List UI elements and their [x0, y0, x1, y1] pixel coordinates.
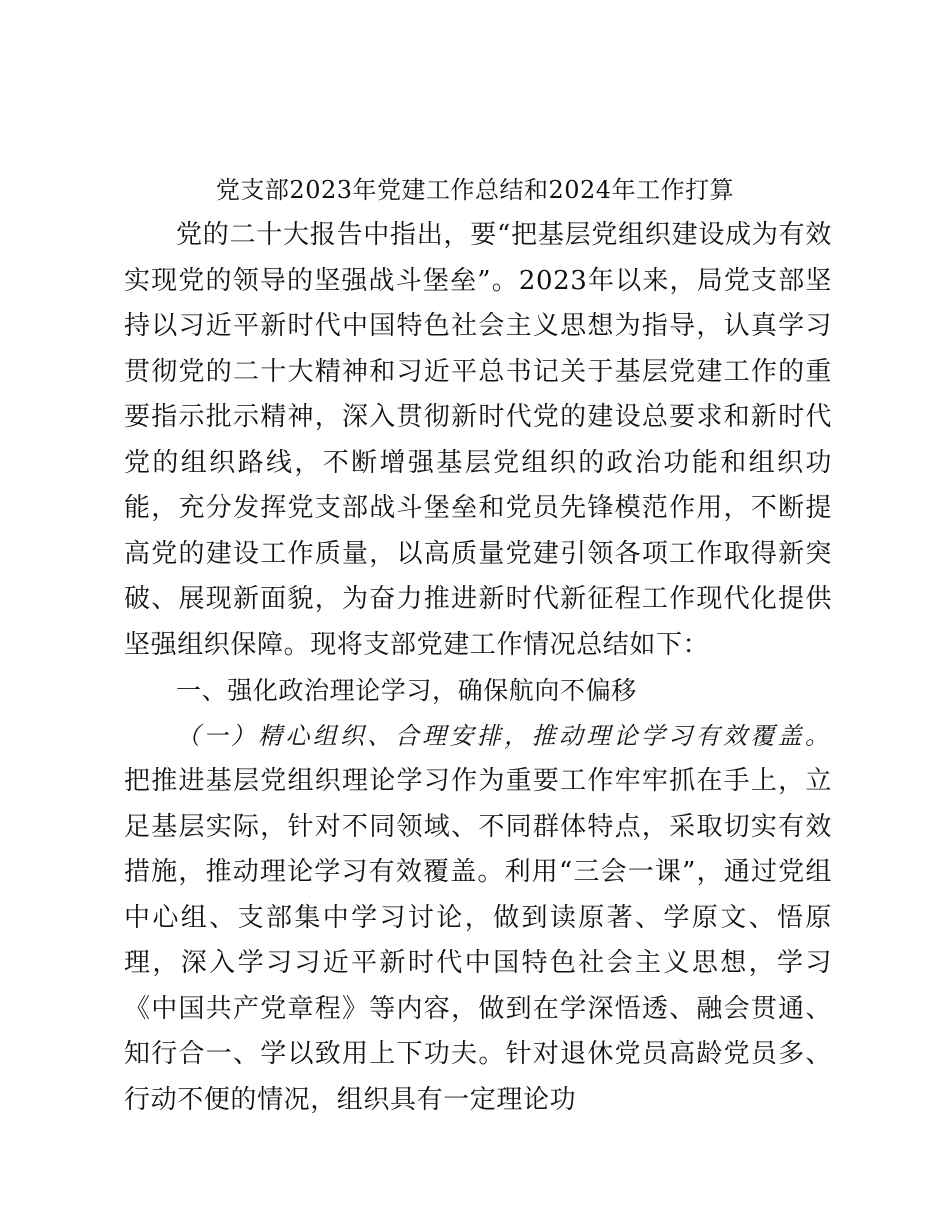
document-title: 党支部2023年党建工作总结和2024年工作打算	[215, 176, 735, 204]
section-1-sub-1-body: 把推进基层党组织理论学习作为重要工作牢牢抓在手上，立足基层实际，针对不同领域、不同群体特点，采取切实有效措施，推动理论学习有效覆盖。利用“三会一课”，通过党组中心组、支部集中学习讨论，做到读原著、学原文、悟原理，深入学习习近平新时代中国特色社会主义思想，学习《中国共产党章程》等内容，做到在学深悟透、融会贯通、知行合一、学以致用上下功夫。针对退休党员高龄党员多、行动不便的情况，组织具有一定理论功	[124, 766, 832, 1115]
section-1-sub-1-paragraph	[124, 714, 832, 1124]
intro-paragraph: 党的二十大报告中指出，要“把基层党组织建设成为有效实现党的领导的坚强战斗堡垒”。2023年以来，局党支部坚持以习近平新时代中国特色社会主义思想为指导，认真学习贯彻党的二十大精神和习近平总书记关于基层党建工作的重要指示批示精神，深入贯彻新时代党的建设总要求和新时代党的组织路线，不断增强基层党组织的政治功能和组织功能，充分发挥党支部战斗堡垒和党员先锋模范作用，不断提高党的建设工作质量，以高质量党建引领各项工作取得新突破、展现新面貌，为奋力推进新时代新征程工作现代化提供坚强组织保障。现将支部党建工作情况总结如下：	[124, 220, 832, 660]
section-1-sub-1-lead: （一）精心组织、合理安排，推动理论学习有效覆盖。	[176, 721, 832, 750]
section-1-heading: 一、强化政治理论学习，确保航向不偏移	[176, 676, 637, 705]
document-body	[124, 213, 832, 1123]
